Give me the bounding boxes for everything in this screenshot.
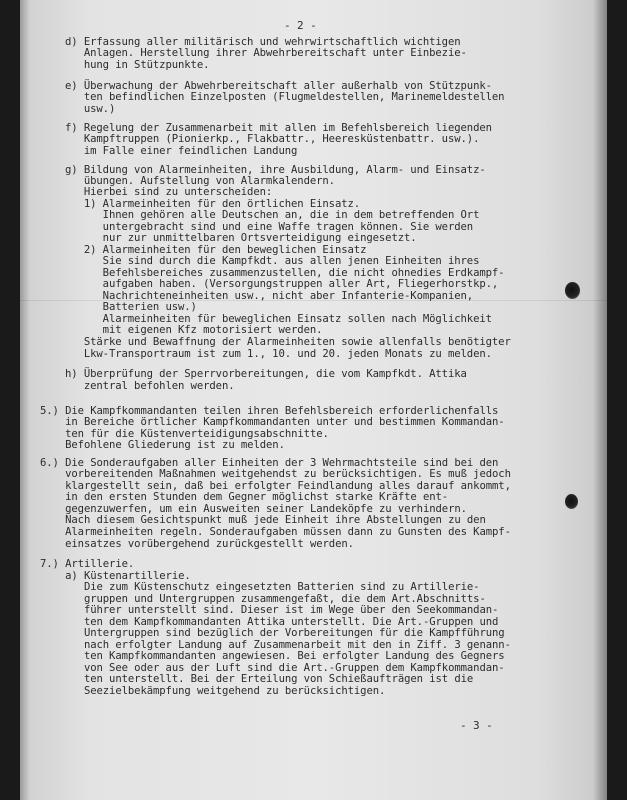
text-line: usw.) [65,103,116,115]
text-line: Alarmeinheiten für beweglichen Einsatz sollen nach Möglichkeit [65,313,492,325]
text-line: untergebracht sind und eine Waffe tragen können. Sie werden [65,221,474,233]
text-line: zentral befohlen werden. [65,380,235,392]
text-line: klargestellt sein, daß bei erfolgter Feindlandung alles darauf ankommt, [40,480,511,492]
text-line: Anlagen. Herstellung ihrer Abwehrbereitschaft unter Einbezie- [65,47,467,59]
text-line: in den ersten Stunden dem Gegner möglichst starke Kräfte ent- [40,491,449,503]
text-line: f) Regelung der Zusammenarbeit mit allen im Befehlsbereich liegenden [65,122,492,134]
text-line: Stärke und Bewaffnung der Alarmeinheiten sowie allenfalls benötigter [65,336,511,348]
text-line: 6.) Die Sonderaufgaben aller Einheiten der 3 Wehrmachtsteile sind bei den [40,457,499,469]
text-line: 2) Alarmeinheiten für den beweglichen Einsatz [65,244,367,256]
text-line: ten Kampfkommandanten angewiesen. Bei erfolgter Landung des Gegners [40,650,505,662]
text-line: ten befindlichen Einzelposten (Flugmeldestellen, Marinemeldestellen [65,91,505,103]
text-line: 1) Alarmeinheiten für den örtlichen Einsatz. [65,198,361,210]
text-line: e) Überwachung der Abwehrbereitschaft aller außerhalb von Stützpunk- [65,80,492,92]
punch-hole [565,282,580,299]
text-line: Die zum Küstenschutz eingesetzten Batterien sind zu Artillerie- [40,581,480,593]
text-line: Lkw-Transportraum ist zum 1., 10. und 20. jeden Monats zu melden. [65,348,492,360]
text-line: Untergruppen sind bezüglich der Vorbereitungen für die Kampfführung [40,627,505,639]
text-line: vorbereitenden Maßnahmen weitgehendst zu berücksichtigen. Es muß jedoch [40,468,511,480]
page-number: - 2 - [284,19,317,32]
text-line: übungen. Aufstellung von Alarmkalendern. [65,175,335,187]
text-line: Nachrichteneinheiten usw., nicht aber Infanterie-Kompanien, [65,290,474,302]
text-line: Alarmeinheiten regeln. Sonderaufgaben müssen dann zu Gunsten des Kampf- [40,526,511,538]
scan-shadow-right [593,0,607,800]
text-line: im Falle einer feindlichen Landung [65,145,298,157]
text-line: gegenzuwerfen, um ein Ausweiten seiner Landeköpfe zu verhindern. [40,503,467,515]
text-line: ten für die Küstenverteidigungsabschnitte. [40,428,329,440]
text-line: a) Küstenartillerie. [40,570,191,582]
text-line: hung in Stützpunkte. [65,59,210,71]
next-page-indicator: - 3 - [460,719,493,732]
text-line: ten unterstellt. Bei der Erteilung von Schießaufträgen ist die [40,673,474,685]
text-line: d) Erfassung aller militärisch und wehrwirtschaftlich wichtigen [65,36,461,48]
text-line: Kampftruppen (Pionierkp., Flakbattr., Heeresküstenbattr. usw.). [65,133,480,145]
text-line: führer unterstellt sind. Dieser ist im Wege über den Seekommandan- [40,604,499,616]
text-line: Seezielbekämpfung weitgehend zu berücksichtigen. [40,685,386,697]
text-line: nur zur unmittelbaren Ortsverteidigung eingesetzt. [65,232,417,244]
text-line: mit eigenen Kfz motorisiert werden. [65,324,323,336]
text-line: nach erfolgter Landung auf Zusammenarbeit mit den in Ziff. 3 genann- [40,639,511,651]
text-line: Befohlene Gliederung ist zu melden. [40,439,285,451]
text-line: einsatzes vorübergehend zurückgestellt werden. [40,538,354,550]
text-line: 7.) Artillerie. [40,558,135,570]
text-line: ten dem Kampfkommandanten Attika unterstellt. Die Art.-Gruppen und [40,616,499,628]
text-line: Ihnen gehören alle Deutschen an, die in dem betreffenden Ort [65,209,480,221]
text-line: Sie sind durch die Kampfkdt. aus allen jenen Einheiten ihres [65,255,480,267]
text-line: gruppen und Untergruppen zusammengefaßt, die dem Art.Abschnitts- [40,593,486,605]
text-line: Nach diesem Gesichtspunkt muß jede Einheit ihre Abstellungen zu den [40,514,486,526]
text-line: h) Überprüfung der Sperrvorbereitungen, die vom Kampfkdt. Attika [65,368,467,380]
text-line: 5.) Die Kampfkommandanten teilen ihren Befehlsbereich erforderlichenfalls [40,405,499,417]
punch-hole [565,494,578,509]
text-line: Hierbei sind zu unterscheiden: [65,186,273,198]
text-line: von See oder aus der Luft sind die Art.-Gruppen dem Kampfkommandan- [40,662,505,674]
text-line: Befehlsbereiches zusammenzustellen, die nicht ohnedies Erdkampf- [65,267,505,279]
scan-shadow-left [20,0,30,800]
document-page [20,0,607,800]
text-line: in Bereiche örtlicher Kampfkommandanten unter und bestimmen Kommandan- [40,416,505,428]
text-line: Batterien usw.) [65,301,197,313]
text-line: aufgaben haben. (Versorgungstruppen aller Art, Fliegerhorstkp., [65,278,499,290]
text-line: g) Bildung von Alarmeinheiten, ihre Ausbildung, Alarm- und Einsatz- [65,164,486,176]
